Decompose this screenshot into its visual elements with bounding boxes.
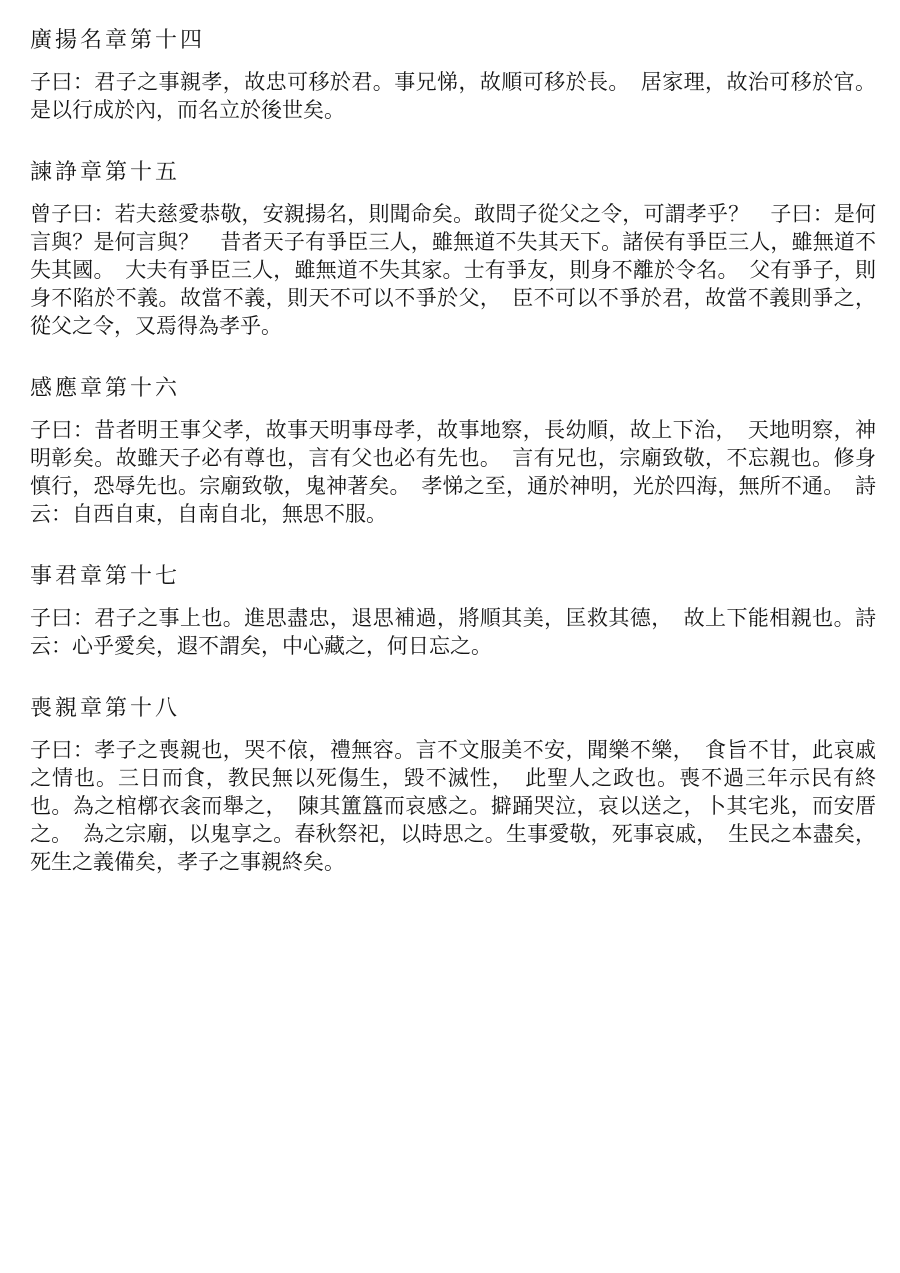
chapter-14-paragraph: 子曰：君子之事親孝，故忠可移於君。事兄悌，故順可移於長。 居家理，故治可移於官。是以行成於內，而名立於後世矣。 (30, 70, 876, 122)
chapter-17-paragraph: 子曰：君子之事上也。進思盡忠，退思補過，將順其美，匡救其德， 故上下能相親也。詩云：心乎愛矣，遐不謂矣，中心藏之，何日忘之。 (30, 606, 876, 658)
section-chapter-17 (30, 564, 876, 660)
section-chapter-15 (30, 160, 876, 340)
chapter-15-paragraph: 曾子曰：若夫慈愛恭敬，安親揚名，則聞命矣。敢問子從父之令，可謂孝乎？ 子曰：是何言與？是何言與？ 昔者天子有爭臣三人，雖無道不失其天下。諸侯有爭臣三人，雖無道不失其國。 大夫有爭臣三人，雖無道不失其家。士有爭友，則身不離於令名。 父有爭子，則身不陷於不義。故當不義，則天不可以不爭於父， 臣不可以不爭於君，故當不義則爭之，從父之令，又焉得為孝乎。 (30, 202, 876, 338)
section-chapter-14 (30, 28, 876, 124)
section-chapter-18 (30, 696, 876, 876)
chapter-14-title: 廣揚名章第十四 (30, 27, 206, 52)
section-chapter-16 (30, 376, 876, 528)
chapter-18-title: 喪親章第十八 (30, 695, 181, 720)
chapter-15-title: 諫諍章第十五 (30, 159, 181, 184)
chapter-16-title: 感應章第十六 (30, 375, 181, 400)
chapter-17-title: 事君章第十七 (30, 563, 181, 588)
chapter-16-paragraph: 子曰：昔者明王事父孝，故事天明事母孝，故事地察，長幼順，故上下治， 天地明察，神明彰矣。故雖天子必有尊也，言有父也必有先也。 言有兄也，宗廟致敬，不忘親也。修身慎行，恐辱先也。宗廟致敬，鬼神著矣。 孝悌之至，通於神明，光於四海，無所不通。 詩云：自西自東，自南自北，無思不服。 (30, 418, 876, 526)
chapter-18-paragraph: 子曰：孝子之喪親也，哭不偯，禮無容。言不文服美不安，聞樂不樂， 食旨不甘，此哀戚之情也。三日而食，教民無以死傷生，毀不滅性， 此聖人之政也。喪不過三年示民有終也。為之棺槨衣衾而舉之， 陳其簠簋而哀感之。擗踊哭泣，哀以送之，卜其宅兆，而安厝之。 為之宗廟，以鬼享之。春秋祭祀，以時思之。生事愛敬，死事哀戚， 生民之本盡矣，死生之義備矣，孝子之事親終矣。 (30, 738, 876, 874)
